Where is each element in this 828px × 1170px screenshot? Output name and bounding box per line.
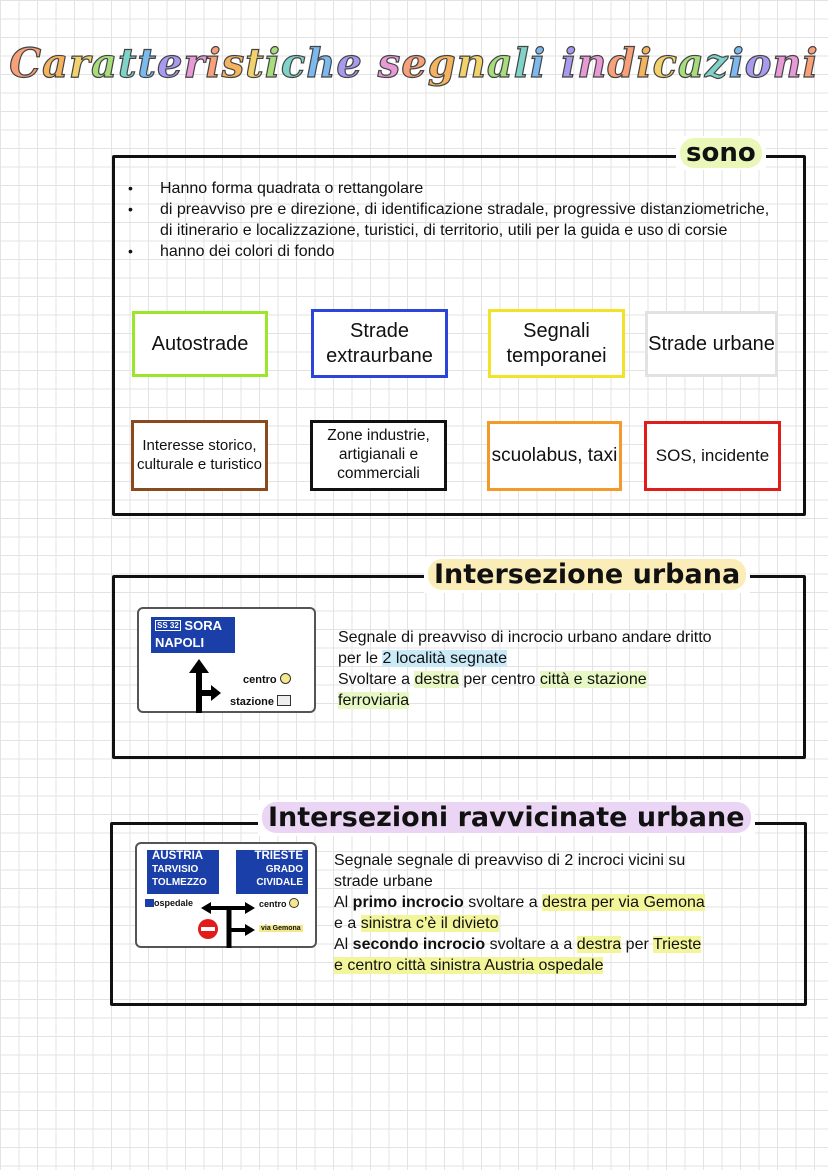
title-letter: g — [427, 40, 457, 87]
title-letter: s — [377, 40, 402, 87]
title-letter: l — [513, 40, 530, 87]
title-letter: c — [280, 40, 307, 87]
title-letter: d — [607, 40, 637, 87]
title-letter: e — [401, 40, 428, 87]
road-sign-double-intersection — [135, 842, 317, 948]
title-letter: c — [652, 40, 678, 87]
characteristics-list — [128, 178, 778, 262]
title-letter: r — [183, 40, 206, 87]
section-heading-sono — [676, 136, 766, 170]
title-letter: e — [156, 40, 184, 87]
sign-label-centro: centro — [259, 898, 299, 909]
title-letter: r — [69, 40, 92, 87]
color-box-autostrade: Autostrade — [132, 311, 268, 377]
sign-blue-panel: SS 32 SORA NAPOLI — [151, 617, 235, 653]
title-letter: i — [802, 40, 819, 87]
sign-label-ospedale: ospedale — [145, 898, 193, 908]
intersection-arrow-icon — [177, 657, 237, 717]
title-letter: o — [744, 40, 773, 87]
section-heading-intersezione-urbana — [424, 557, 750, 593]
heading-highlight: sono — [680, 138, 762, 168]
title-letter: h — [306, 40, 337, 87]
list-item: • hanno dei colori di fondo — [128, 241, 778, 262]
title-letter: i — [561, 40, 578, 87]
target-icon — [289, 898, 299, 908]
section-heading-intersezioni-ravvicinate — [258, 800, 755, 836]
page-title — [0, 40, 828, 87]
title-letter: i — [264, 40, 281, 87]
target-icon — [280, 673, 291, 684]
title-letter: a — [677, 40, 705, 87]
intersezione-urbana-description: Segnale di preavviso di incrocio urbano andare dritto per le 2 località segnate Svoltare a destra per centro città e stazione ferroviaria — [338, 629, 712, 709]
title-letter: n — [772, 40, 803, 87]
title-letter: e — [336, 40, 363, 87]
sign-label-stazione: stazione — [230, 695, 291, 708]
title-letter: a — [486, 40, 514, 87]
road-sign-urban-preavviso — [137, 607, 316, 713]
title-letter: n — [577, 40, 608, 87]
title-letter: s — [221, 40, 246, 87]
intersezioni-ravvicinate-description: Segnale segnale di preavviso di 2 incroci vicini su strade urbane Al primo incrocio svoltare a destra per via Gemona e a sinistra c’è il divieto Al secondo incrocio svoltare a a destra per Trieste e centro città sinistra Austria ospedale — [334, 852, 705, 974]
road-number-badge: SS 32 — [157, 621, 179, 630]
color-box-extraurbane: Strade extraurbane — [311, 309, 448, 378]
title-letter: i — [529, 40, 547, 87]
color-box-temporanei: Segnali temporanei — [488, 309, 625, 378]
title-letter: n — [456, 40, 487, 87]
list-item: • Hanno forma quadrata o rettangolare — [128, 178, 778, 199]
sign-panel-trieste: TRIESTE GRADO CIVIDALE — [236, 850, 308, 894]
title-letter — [363, 40, 378, 87]
title-letter: i — [205, 40, 222, 87]
title-letter: t — [245, 40, 265, 87]
color-box-urbane: Strade urbane — [645, 311, 778, 377]
title-letter: i — [728, 40, 745, 87]
list-item: • di preavviso pre e direzione, di identificazione stradale, progressive distanziometriche, di itinerario e localizzazione, turistici, di territorio, utili per la guida e uso di corsie — [128, 199, 778, 241]
sign-label-centro: centro — [243, 673, 291, 686]
title-letter: a — [42, 40, 70, 87]
color-box-sos: SOS, incidente — [644, 421, 781, 491]
color-box-industrie: Zone industrie, artigianali e commerciali — [310, 420, 447, 491]
train-icon — [277, 695, 291, 706]
title-letter: i — [636, 40, 653, 87]
title-letter: z — [704, 40, 729, 87]
title-letter: t — [137, 40, 157, 87]
heading-highlight: Intersezione urbana — [428, 559, 746, 590]
title-letter: C — [9, 40, 43, 87]
sign-panel-austria: AUSTRIA TARVISIO TOLMEZZO — [147, 850, 219, 894]
color-box-storico: Interesse storico, culturale e turistico — [131, 420, 268, 491]
hospital-icon — [145, 899, 154, 907]
heading-highlight: Intersezioni ravvicinate urbane — [262, 802, 751, 833]
sign-label-gemona: via Gemona — [261, 925, 301, 932]
no-entry-icon — [197, 918, 219, 940]
title-letter — [546, 40, 561, 87]
color-box-scuolabus: scuolabus, taxi — [487, 421, 622, 491]
title-letter: a — [91, 40, 119, 87]
title-letter: t — [118, 40, 138, 87]
